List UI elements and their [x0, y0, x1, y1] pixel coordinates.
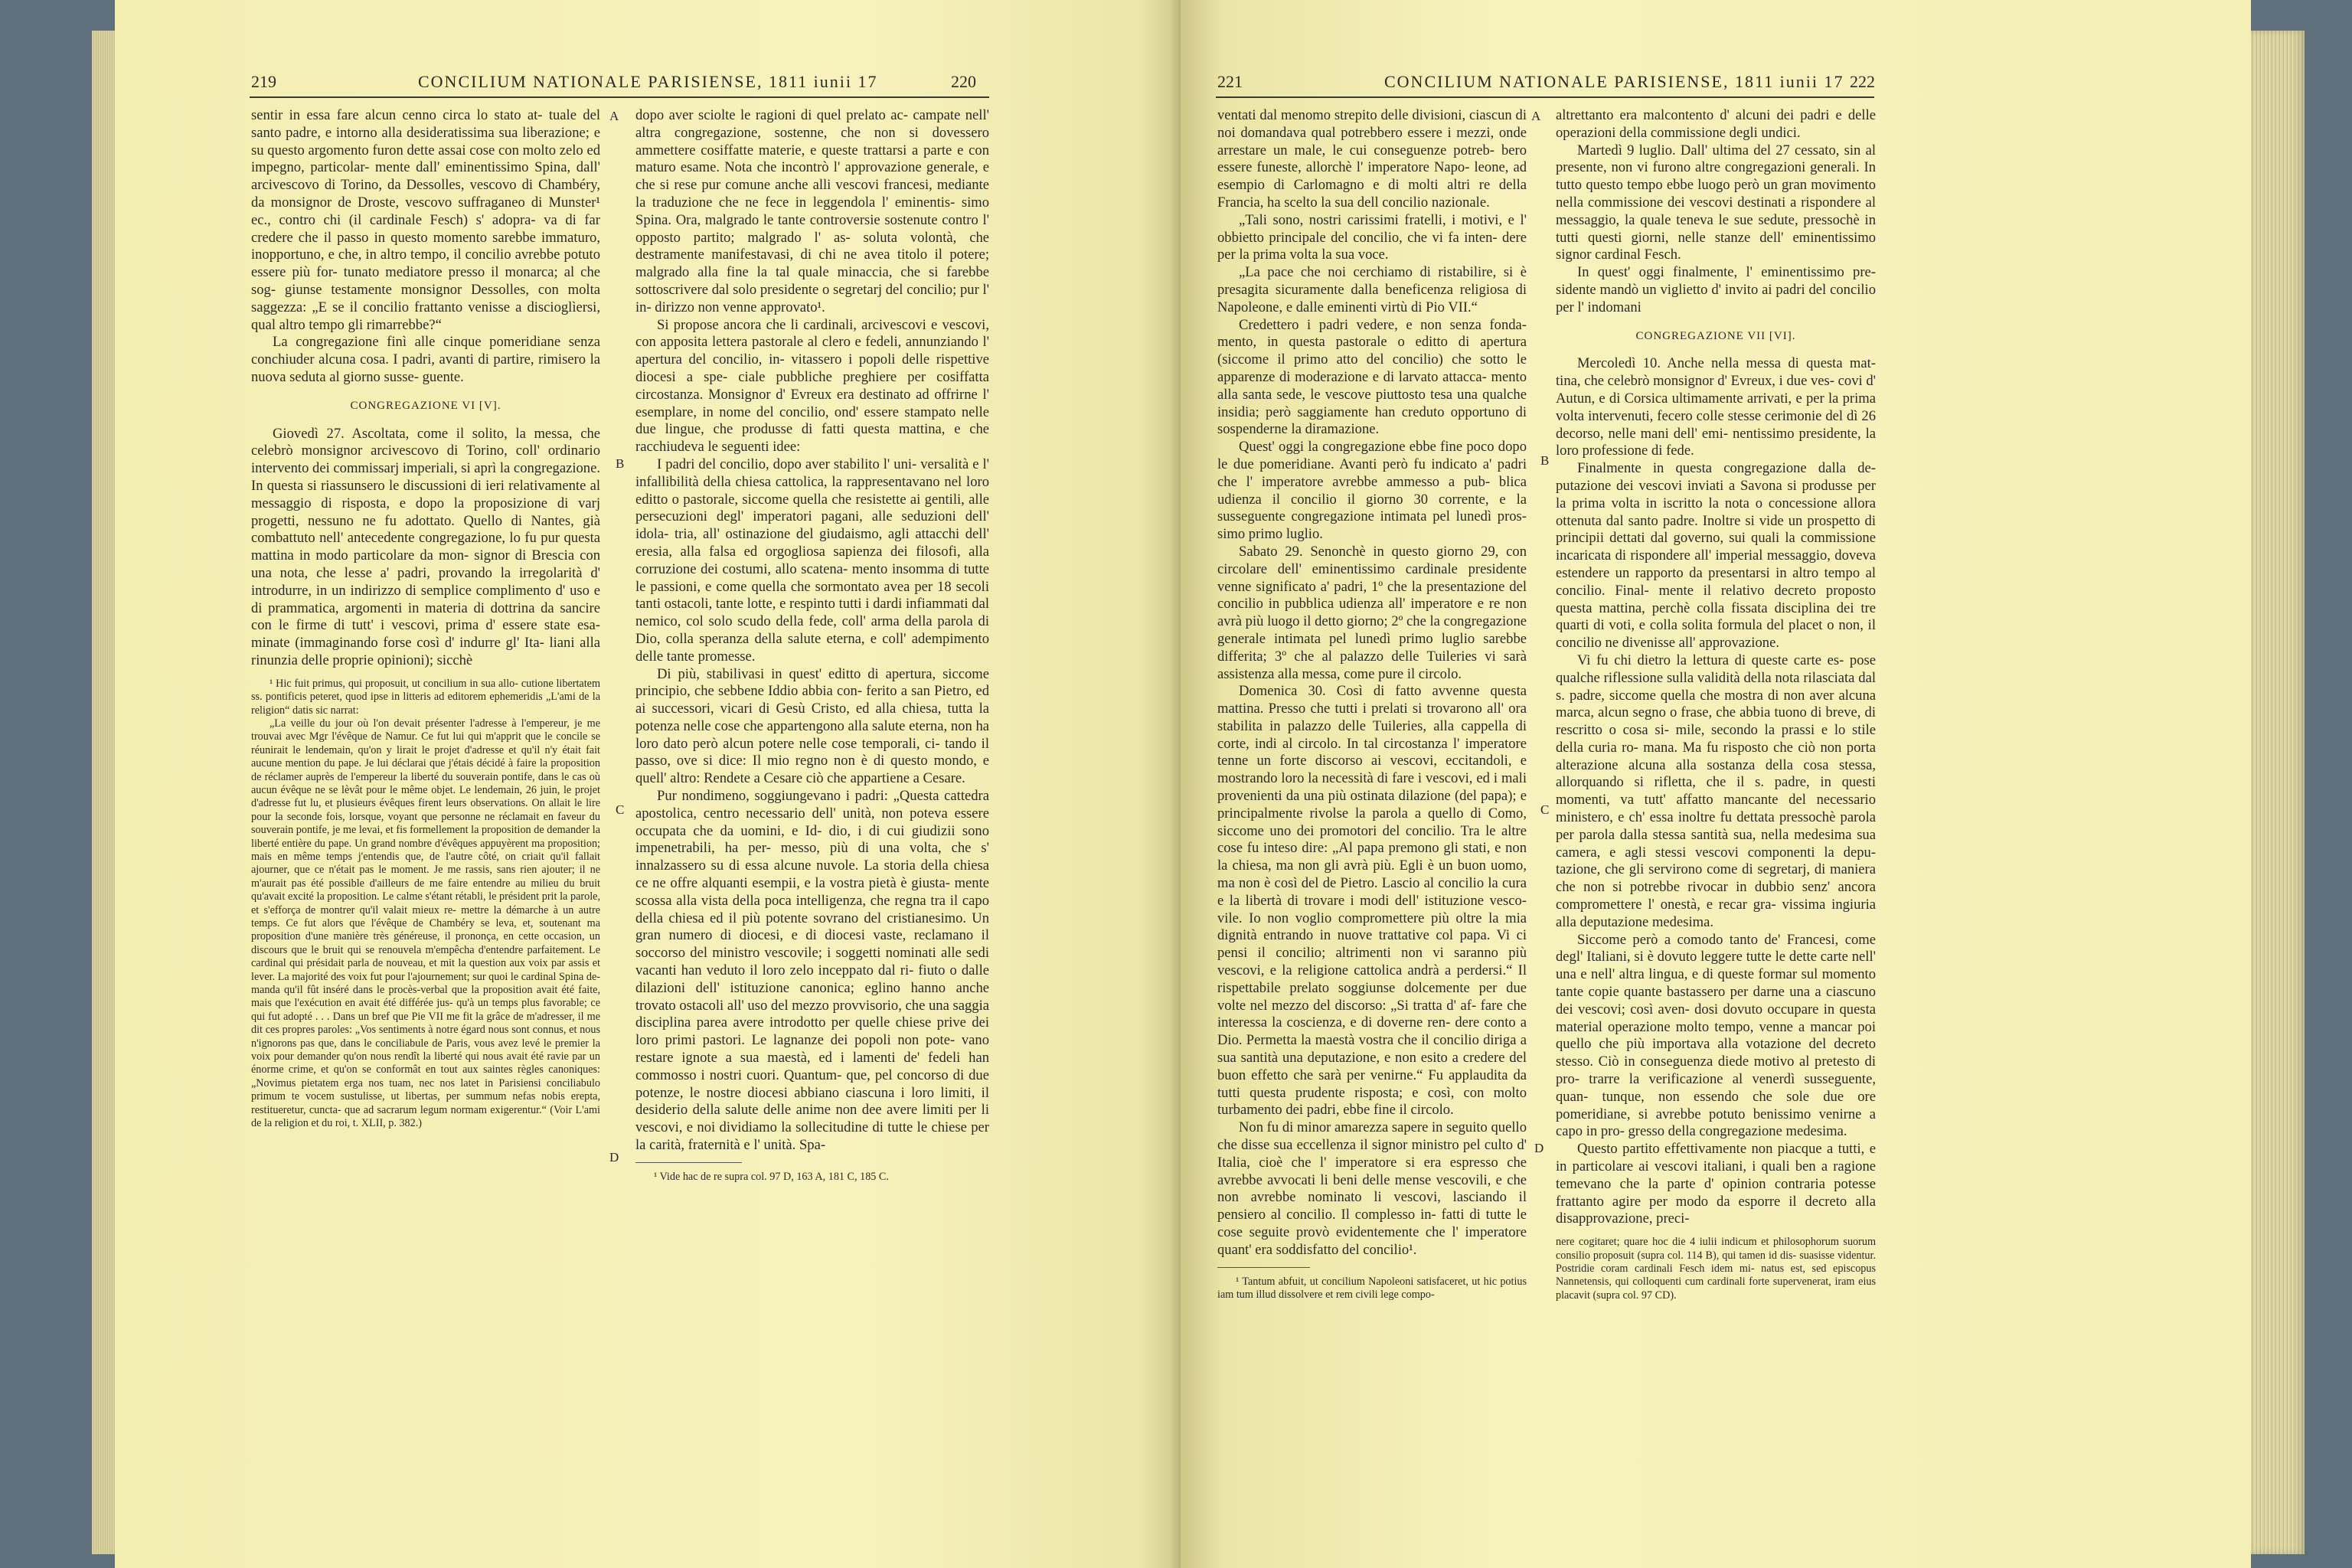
paragraph: ventati dal menomo strepito delle divisioni, ciascun di noi domandava qual potrebbero essere i mezzi, onde arrestare un male, le cui conseguenze potreb- bero essere funeste, allorchè l' imperatore Napo- leone, ad esempio di Carlomagno e di molti altri re della Francia, ha scelto la sua dell concilio nazionale. [1217, 107, 1527, 211]
paragraph: Giovedì 27. Ascoltata, come il solito, la messa, che celebrò monsignor arcivescovo di Torino, coll' ordinario intervento dei commissarj imperiali, si aprì la congregazione. In questa si riassunsero le discussioni di ieri relativamente al messaggio di risposta, e dopo la proposizione di varj progetti, nessuno ne fu adottato. Quello di Nantes, già combattuto nell' antecedente congregazione, lo fu pur questa mattina in modo particolare da mon- signor di Brescia con una nota, che lesse a' padri, provando la irregolarità d' introdurre, in un indirizzo di semplice complimento d' uso e di prammatica, argomenti in materia di dottrina da sancire con le firme di tutt' i vescovi, prima d' essere state esa- minate (immaginando forse così d' indurre gl' Ita- liani alla rinunzia delle proprie opinioni); sicchè [251, 425, 600, 668]
section-heading: CONGREGAZIONE VI [V]. [350, 399, 501, 412]
left-page [115, 0, 1181, 1568]
footnote-text: ¹ Vide hac de re supra col. 97 D, 163 A, 181 C, 185 C. [654, 1170, 889, 1183]
paragraph: I padri del concilio, dopo aver stabilito l' uni- versalità e l' infallibilità della chiesa cattolica, la rappresentavano nel loro editto o pastorale, siccome quella che resistette ai gentili, alle persecuzioni degl' imperatori pagani, alle seduzioni dell' idola- tria, all' ostinazione del giudaismo, agli attacchi dell' eresia, alla falsa ed orgogliosa sapienza dei filosofi, alla corruzione dei costumi, allo scatena- mento insomma di tutte le passioni, e come quella che sormontato avea per 18 secoli tanti ostacoli, tante lotte, e respinto tutti i dardi infiammati dal nemico, col solo scudo della fede, coll' arma della parola di Dio, colla speranza della salute eterna, e coll' adempimento delle tante promesse. [635, 456, 989, 665]
left-header [115, 72, 1181, 103]
margin-marker: D [1534, 1141, 1544, 1155]
margin-marker: B [616, 456, 625, 471]
header-rule [250, 96, 989, 98]
footnote [635, 1171, 989, 1184]
footnote [1556, 1236, 1876, 1302]
paragraph: Sabato 29. Senonchè in questo giorno 29, con circolare dell' eminentissimo cardinale presidente venne significato a' padri, 1º che la presentazione del concilio in pubblica udienza all' imperatore e re non avrà più luogo il detto giorno; 2º che la congregazione generale intimata pel lunedì primo luglio sarebbe differita; 3º che al palazzo delle Tuileries vi sarà assistenza alla messa, come pure il circolo. [1217, 543, 1527, 682]
footnote-text: ¹ Hic fuit primus, qui proposuit, ut concilium in sua allo- cutione libertatem ss. pontificis peteret, quod ipse in litteris ad editorem ephemeridis „L'ami de la religion“ datis sic narrat: [251, 677, 600, 717]
margin-marker: C [616, 802, 625, 817]
right-page [1181, 0, 2251, 1568]
column-219 [251, 107, 600, 1131]
right-header [1181, 72, 2251, 103]
paragraph: Pur nondimeno, soggiungevano i padri: „Questa cattedra apostolica, centro necessario dell' unità, non poteva essere occupata che da uomini, e Id- dio, i di cui giudizii sono impenetrabili, ha per- messo, più di una volta, che s' innalzassero su di essa alcune nuvole. La storia della chiesa ce ne offre alquanti esempii, e la vostra pietà è giusta- mente scossa alla vista della poca intelligenza, che regna tra il capo della chiesa ed il più potente sovrano del cristianesimo. Un gran numero di diocesi, e di diocesi vaste, reclamano il soccorso del ministro vescovile; i soggetti nominati alle sedi vacanti han veduto il loro zelo inceppato dal ri- fiuto o dalle dilazioni dell' istituzione canonica; eglino hanno anche trovato ostacoli all' uso del mezzo provvisorio, che una saggia disciplina parea avere introdotto per quelle chiese prive dei loro primi pastori. Le lagnanze dei popoli non pote- vano restare ignote a sua maestà, ed i lamenti de' fedeli han commosso i nostri cuori. Quantum- que, pel concorso di due potenze, le nostre diocesi abbiano ciascuna i loro limiti, il desiderio della salute delle anime non dee avere limiti per li vescovi, e noi dividiamo la sollecitudine di tutte le chiese per la carità, fraternità e l' unità. Spa- [635, 788, 989, 1154]
paragraph: Quest' oggi la congregazione ebbe fine poco dopo le due pomeridiane. Avanti però fu indicato a' padri che l' imperatore avrebbe ammesso a pub- blica udienza il concilio il giorno 30 corrente, e la susseguente congregazione intimata pel lunedì pros- simo primo luglio. [1217, 439, 1527, 543]
paragraph: Domenica 30. Così di fatto avvenne questa mattina. Presso che tutti i prelati si trovarono all' ora stabilita in palazzo delle Tuileries, alla cappella di corte, indi al circolo. In tal circostanza l' imperatore tenne un forte discorso ai vescovi, eccitandoli, e mostrando loro la necessità di fare i vescovi, ed i mali provenienti da una più ostinata dilazione (del papa); e principalmente rivolse la parola a quello di Como, siccome uno dei promotori del concilio. Tra le altre cose fu inteso dire: „Al papa premono gli stati, e non la chiesa, ma non gli avrà più. Egli è un buon uomo, ma non è così del de Pietro. Lascio al concilio la cura e la libertà di trovare i modi dell' istituzione vesco- vile. Io non voglio compromettere più oltre la mia dignità entrando in nuove trattative col papa. Vi ci pensi il concilio; altrimenti non vi saranno più vescovi, e la religione cattolica andrà a perdersi.“ Il rispettabile prelato soggiunse dolcemente per due volte nel mezzo del discorso: „Si tratta d' af- fare che interessa la coscienza, e di doverne ren- dere conto a Dio. Permetta la maestà vostra che il concilio diriga a sua santità una deputazione, e non esito a credere del buon effetto che sarà per venirne.“ Fu applaudita da tutti questa prudente risposta; e così, con molto turbamento dei padri, ebbe fine il circolo. [1217, 683, 1527, 1119]
running-title: CONCILIUM NATIONALE PARISIENSE, 1811 iunii 17 [418, 72, 878, 91]
page-number: 221 [1217, 72, 1243, 91]
footnote-separator [635, 1162, 742, 1163]
footnote [251, 678, 600, 1131]
paragraph: altrettanto era malcontento d' alcuni dei padri e delle operazioni della commissione degli undici. [1556, 107, 1876, 141]
paragraph: Vi fu chi dietro la lettura di queste carte es- pose qualche riflessione sulla validità della nota rilasciata dal s. padre, siccome quella che mostra di non aver alcuna marca, alcun segno o frase, che abbia tuono di breve, di rescritto o cosa si- mile, secondo la prassi e lo stile della curia ro- mana. Ma fu risposto che ciò non porta alterazione alcuna alla sostanza della cosa stessa, allorquando si rifletta, che il s. padre, in questi momenti, va tutt' affatto mancante del necessario ministero, e ch' essa inoltre fu dettata pressochè parola per parola dalla stessa santità sua, nella medesima sua camera, e agli stessi vescovi componenti la depu- tazione, che gli servirono come di segretarj, di maniera che non si potrebbe rivocar in dubbio senz' ancora compromettere l' onestà, e recar gra- vissima ingiuria alla deputazione medesima. [1556, 652, 1876, 930]
running-title: CONCILIUM NATIONALE PARISIENSE, 1811 iunii 17 [1384, 72, 1844, 91]
page-number: 220 [951, 72, 976, 91]
footnote-text: nere cogitaret; quare hoc die 4 iulii indicum et philosophorum suorum consilio proposuit (supra col. 114 B), qui tamen id dis- suasisse videntur. Postridie coram cardinali Fesch idem mi- natus est, sed episcopus Nannetensis, qui colloquenti cum cardinali forte supervenerat, iram eius placavit (supra col. 97 CD). [1556, 1236, 1876, 1302]
margin-marker: D [609, 1150, 619, 1165]
section-heading: CONGREGAZIONE VII [VI]. [1635, 329, 1796, 342]
page-number: 222 [1850, 72, 1875, 91]
column-220 [635, 107, 989, 1184]
paragraph: Non fu di minor amarezza sapere in seguito quello che disse sua eccellenza il signor ministro pel culto d' Italia, cioè che l' imperatore si era espresso che avrebbe avvocati li beni delle mense vescovili, e che non avrebbe nominato li vescovi, lasciando il pensiero al concilio. Il complesso in- fatti di tutte le cose seguite provò evidentemente che l' imperatore quant' era soddisfatto del concilio¹. [1217, 1119, 1527, 1258]
page-number: 219 [251, 72, 276, 91]
paragraph: sentir in essa fare alcun cenno circa lo stato at- tuale del santo padre, e intorno alla desideratissima sua liberazione; e su questo argomento furon dette assai cose con molto zelo ed impegno, particolar- mente dall' eminentissimo Spina, dall' arcivescovo di Torino, da Dessolles, vescovo di Chambéry, da monsignor de Droste, vescovo suffraganeo di Munster¹ ec., contro chi (il cardinale Fesch) s' adopra- va di far credere che il passo in questo momento sarebbe immaturo, inopportuno, e che, in altro tempo, il concilio avrebbe potuto essere più for- tunato mediatore presso il monarca; al che sog- giunse testamente monsignor Dessolles, con molta saggezza: „E se il concilio frattanto venisse a discioglìersi, qual altro tempo gli rimarrebbe?“ [251, 107, 600, 333]
footnote-separator [1217, 1267, 1310, 1268]
paragraph: Questo partito effettivamente non piacque a tutti, e in particolare ai vescovi italiani, i quali ben a ragione temevano che la parte d' opinion contraria potesse frattanto agire per modo da esporre il decreto alla disapprovazione, preci- [1556, 1141, 1876, 1227]
margin-marker: C [1540, 802, 1550, 817]
paragraph: Finalmente in questa congregazione dalla de- putazione dei vescovi inviati a Savona si produsse per la prima volta in iscritto la nota o concessione allora ottenuta dal santo padre. Inoltre si vide un prospetto di principii dettati dal governo, sui quali la commissione incaricata di rispondere all' imperial messaggio, doveva estendere un rapporto da presentarsi in altro tempo al concilio. Final- mente il relativo decreto proposto questa mattina, perchè colla fissata disciplina dei tre quarti di voti, e colla solita formula del placet o non, il concilio ne divenisse all' approvazione. [1556, 460, 1876, 652]
column-221 [1217, 107, 1527, 1302]
paragraph: Mercoledì 10. Anche nella messa di questa mat- tina, che celebrò monsignor d' Evreux, i due ves- covi d' Autun, e di Corsica ultimamente arrivati, e per la prima volta intervenuti, fecero colle stesse cerimonie del dì 26 decorso, nelle mani dell' emi- nentissimo presidente, la loro professione di fede. [1556, 355, 1876, 459]
paragraph: Martedì 9 luglio. Dall' ultima del 27 cessato, sin al presente, non vi furono altre congregazioni generali. In tutto questo tempo ebbe luogo però un gran movimento nella commissione dei vescovi destinati a rispondere al messaggio, la quale teneva le sue sedute, pressochè in tutti questi giorni, nelle stanze dell' eminentissimo signor cardinal Fesch. [1556, 142, 1876, 263]
margin-marker: A [609, 109, 619, 123]
footnote-text: ¹ Tantum abfuit, ut concilium Napoleoni satisfaceret, ut hic potius iam tum illud dissolvere et rem civili lege compo- [1217, 1275, 1527, 1301]
column-222 [1556, 107, 1876, 1302]
footnote [1217, 1276, 1527, 1302]
margin-marker: A [1531, 109, 1541, 123]
paragraph: Credettero i padri vedere, e non senza fonda- mento, in questa pastorale o editto di apertura (siccome il primo atto del concilio) che sotto le apparenze di moderazione e di larvato attacca- mento alla santa sede, le vescove piuttosto tesa una qualche insidia; però saggiamente han creduto opportuno di sospenderne la diramazione. [1217, 316, 1527, 438]
paragraph: „Tali sono, nostri carissimi fratelli, i motivi, e l' obbietto principale del concilio, che vi fa inten- dere per la prima volta la sua voce. [1217, 211, 1527, 263]
paragraph: Siccome però a comodo tanto de' Francesi, come degl' Italiani, si è dovuto leggere tutte le dette carte nell' una e nell' altra lingua, e di queste formar sul momento tante copie quante bastassero per darne una a ciascuno dei vescovi; così aven- dosi dovuto occupare in questa material operazione molto tempo, venne a mancar poi quello che più importava alla votazione del decreto stesso. Ciò in conseguenza diede motivo al pretesto di pro- trarre la verificazione al venerdì susseguente, quan- tunque, non essendo che sole due ore pomeridiane, si avrebbe potuto benissimo venirne a capo in pro- gresso della congregazione medesima. [1556, 931, 1876, 1140]
page-edges-left [92, 31, 115, 1554]
paragraph: In quest' oggi finalmente, l' eminentissimo pre- sidente mandò un viglietto d' invito ai padri del concilio per l' indomani [1556, 264, 1876, 315]
header-rule [1216, 96, 1874, 98]
margin-marker: B [1540, 453, 1550, 468]
paragraph: Si propose ancora che li cardinali, arcivescovi e vescovi, con apposita lettera pastorale al clero e fedeli, annunziando l' apertura del concilio, in- vitassero i popoli delle rispettive diocesi a spe- ciale pubbliche preghiere per cosiffatta circostanza. Monsignor d' Evreux era destinato ad offrirne l' esemplare, in nome del concilio, ond' essere stampato nelle due lingue, che produsse di fatti questa mattina, e che racchiudeva le seguenti idee: [635, 316, 989, 456]
paragraph: Di più, stabilivasi in quest' editto di apertura, siccome principio, che sebbene Iddio abbia con- ferito a san Pietro, ed ai successori, vicari di Gesù Cristo, ed alla chiesa, tutta la potenza nelle cose che appartengono alla salute eterna, non ha loro dato però alcun potere nelle cose temporali, ci- tando il passo, ove si dice: Il mio regno non è di questo mondo, e quell' altro: Rendete a Cesare ciò che appartiene a Cesare. [635, 665, 989, 787]
paragraph: La congregazione finì alle cinque pomeridiane senza conchiuder alcuna cosa. I padri, avanti di partire, rimisero la nuova seduta al giorno susse- guente. [251, 334, 600, 385]
paragraph: „La pace che noi cerchiamo di ristabilire, si è presagita sicuramente dalla beneficenza religiosa di Napoleone, e dalle eminenti virtù di Pio VII.“ [1217, 264, 1527, 315]
footnote-text: „La veille du jour où l'on devait présenter l'adresse à l'empereur, je me trouvai avec Mgr l'évêque de Namur. Ce fut lui qui m'apprit que le concile se réunirait le lendemain, qu'on y lirait le projet d'adresse et qu'il n'y était fait aucune mention du pape. Je lui déclarai que j'étais décidé à faire la proposition de réclamer auprès de l'empereur la liberté du souverain pontife, dans le cas où aucun évêque ne se lèvât pour le même objet. Le lendemain, 26 juin, le projet d'adresse fut lu, et plusieurs évêques firent leurs observations. On allait le lire pour la seconde fois, lorsque, voyant que personne ne réclamait en faveur du souverain pontife, je me levai, et fis formellement la proposition de demander la liberté entière du pape. Un grand nombre d'évêques appuyèrent ma proposition; mais en même temps j'entendis que, de l'autre côté, on criait qu'il fallait ajourner, que ce n'était pas le moment. Je me rassis, sans rien ajouter; il ne m'aurait pas été possible d'ailleurs de me faire entendre au milieu du bruit qu'avait excité la proposition. Le calme s'étant rétabli, le président prit la parole, et s'efforça de montrer qu'il valait mieux re- mettre la démarche à un autre temps. Ce fut alors que l'évêque de Chambéry se leva, et, soutenant ma proposition d'une manière très généreuse, il prononça, en cette occasion, un discours que le bruit qui se renouvela m'empêcha d'entendre parfaitement. Le cardinal qui présidait parla de nouveau, et mit la question aux voix par assis et lever. La majorité des voix fut pour l'ajournement; sur quoi le cardinal Spina de- manda qu'il fût inséré dans le procès-verbal que la proposition avait été faite, mais que l'exécution en avait été différée jus- qu'à un temps plus favorable; ce qui fut adopté . . . Dans un bref que Pie VII me fit la grâce de m'adresser, il me dit ces propres paroles: „Vos sentiments à notre égard nous sont connus, et nous n'ignorons pas que, dans le conciliabule de Paris, vous avez levé le premier la voix pour demander qu'on nous rendît la liberté qui nous avait été ravie par un énorme crime, et qu'on se conformât en tout aux saintes règles canoniques: „Novimus pietatem erga nos tuam, nec nos latet in Parisiensi conciliabulo primum te vocem sustulisse, ut libertas, per summum nefas nobis erepta, restitueretur, cuncta- que ad sacrarum legum normam exigerentur.“ (Voir L'ami de la religion et du roi, t. XLII, p. 382.) [251, 717, 600, 1130]
paragraph: dopo aver sciolte le ragioni di quel prelato ac- campate nell' altra congregazione, sostenne, che non si dovessero ammettere cosiffatte materie, e queste trattarsi a parte e con maturo esame. Nota che incontrò l' approvazione generale, e che si rese pur comune anche alli vescovi francesi, mediante la traduzione che ne fece in leggendola l' eminentis- simo Spina. Ora, malgrado le tante controversie sostenute contro l' opposto partito; malgrado l' as- soluta volontà, che destramente manifestavasi, di chi ne avea titolo il potere; malgrado alla fine la tal quale minaccia, che si farebbe sottoscrivere dal solo presidente o segretarj del concilio; pur l' in- dirizzo non venne approvato¹. [635, 107, 989, 315]
page-edges-right [2251, 31, 2305, 1554]
